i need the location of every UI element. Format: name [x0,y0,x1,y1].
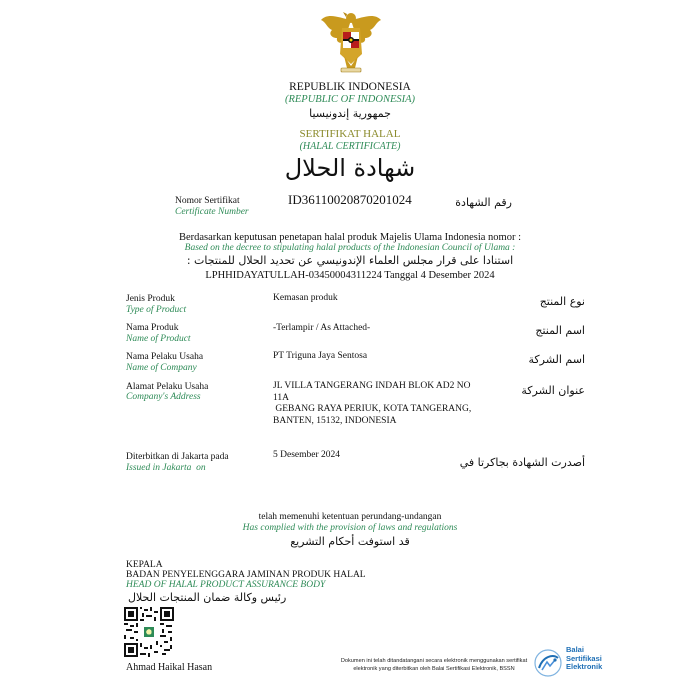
company-name-label: Nama Pelaku Usaha [126,352,204,362]
company-address-line: BANTEN, 15132, INDONESIA [273,415,397,426]
company-address-line: JL VILLA TANGERANG INDAH BLOK AD2 NO [273,381,471,391]
certificate-title: SERTIFIKAT HALAL [299,128,401,140]
bsre-logo-text [566,646,602,672]
republic-title-ar: جمهورية إندونيسيا [309,107,391,120]
bsre-logo-line: Elektronik [566,662,603,671]
decree-basis-line: Berdasarkan keputusan penetapan halal produk Majelis Ulama Indonesia nomor : [178,232,522,243]
company-address-label-en: Company's Address [126,392,201,402]
signatory-agency-en: HEAD OF HALAL PRODUCT ASSURANCE BODY [126,580,326,590]
product-type-label-ar: نوع المنتج [539,295,585,308]
bsre-logo-line: Sertifikasi [566,653,602,663]
certificate-number-label-ar: رقم الشهادة [455,196,512,209]
signatory-name: Ahmad Haikal Hasan [126,662,213,673]
issued-label: Diterbitkan di Jakarta pada [126,452,229,462]
electronic-signature-note-line: Dokumen ini telah ditandatangani secara elektronik menggunakan sertifikat [340,658,528,664]
decree-number: LPHHIDAYATULLAH-03450004311224 Tanggal 4 Desember 2024 [205,270,495,281]
company-name-value: PT Triguna Jaya Sentosa [273,351,368,361]
republic-title-en: (REPUBLIC OF INDONESIA) [284,94,416,105]
product-name-label: Nama Produk [126,323,179,333]
product-name-value: -Terlampir / As Attached- [273,323,371,333]
certificate-number-label-en: Certificate Number [175,207,249,217]
compliance-line-ar: قد استوفت أحكام التشريع [290,535,410,548]
certificate-number-value: ID36110020870201024 [288,192,412,207]
signatory-agency-ar: رئيس وكالة ضمان المنتجات الحلال [128,591,287,604]
issued-date: 5 Desember 2024 [273,450,341,460]
qr-code [124,607,174,657]
compliance-line-en: Has complied with the provision of laws and regulations [242,523,458,533]
company-address-value [273,381,471,427]
certificate-number-label: Nomor Sertifikat [175,196,240,206]
bsre-logo-line: Balai [566,645,584,654]
bsre-logo-icon [533,648,563,678]
electronic-signature-note-line: elektronik yang diterbitkan oleh Balai Sertifikasi Elektronik, BSSN [353,665,515,672]
republic-title: REPUBLIK INDONESIA [289,81,411,93]
product-type-label-en: Type of Product [126,305,187,315]
company-address-line: 11A [273,392,290,403]
issued-label-ar: أصدرت الشهادة بجاكرتا في [459,456,585,469]
product-type-value: Kemasan produk [273,293,338,303]
signatory-title: KEPALA [126,560,163,570]
signatory-agency: BADAN PENYELENGGARA JAMINAN PRODUK HALAL [126,570,366,580]
company-name-label-ar: اسم الشركة [528,353,585,366]
product-type-label: Jenis Produk [126,294,175,304]
company-address-line: GEBANG RAYA PERIUK, KOTA TANGERANG, [273,404,472,414]
company-name-label-en: Name of Company [126,363,197,373]
decree-basis-line-en: Based on the decree to stipulating halal products of the Indonesian Council of Ulama : [184,243,516,253]
product-name-label-ar: اسم المنتج [535,324,585,337]
compliance-line: telah memenuhi ketentuan perundang-undangan [258,512,442,522]
decree-basis-line-ar: استنادا على قرار مجلس العلماء الإندونيسي عن تحديد الحلال للمنتجات : [186,254,514,267]
product-name-label-en: Name of Product [126,334,191,344]
issued-label-en: Issued in Jakarta on [126,463,206,473]
company-address-label-ar: عنوان الشركة [521,384,585,397]
company-address-label: Alamat Pelaku Usaha [126,382,209,392]
certificate-title-en: (HALAL CERTIFICATE) [299,141,401,152]
certificate-title-ar: شهادة الحلال [284,154,416,182]
electronic-signature-note [340,658,528,673]
garuda-emblem [318,8,384,74]
bsre-logo [533,646,653,686]
